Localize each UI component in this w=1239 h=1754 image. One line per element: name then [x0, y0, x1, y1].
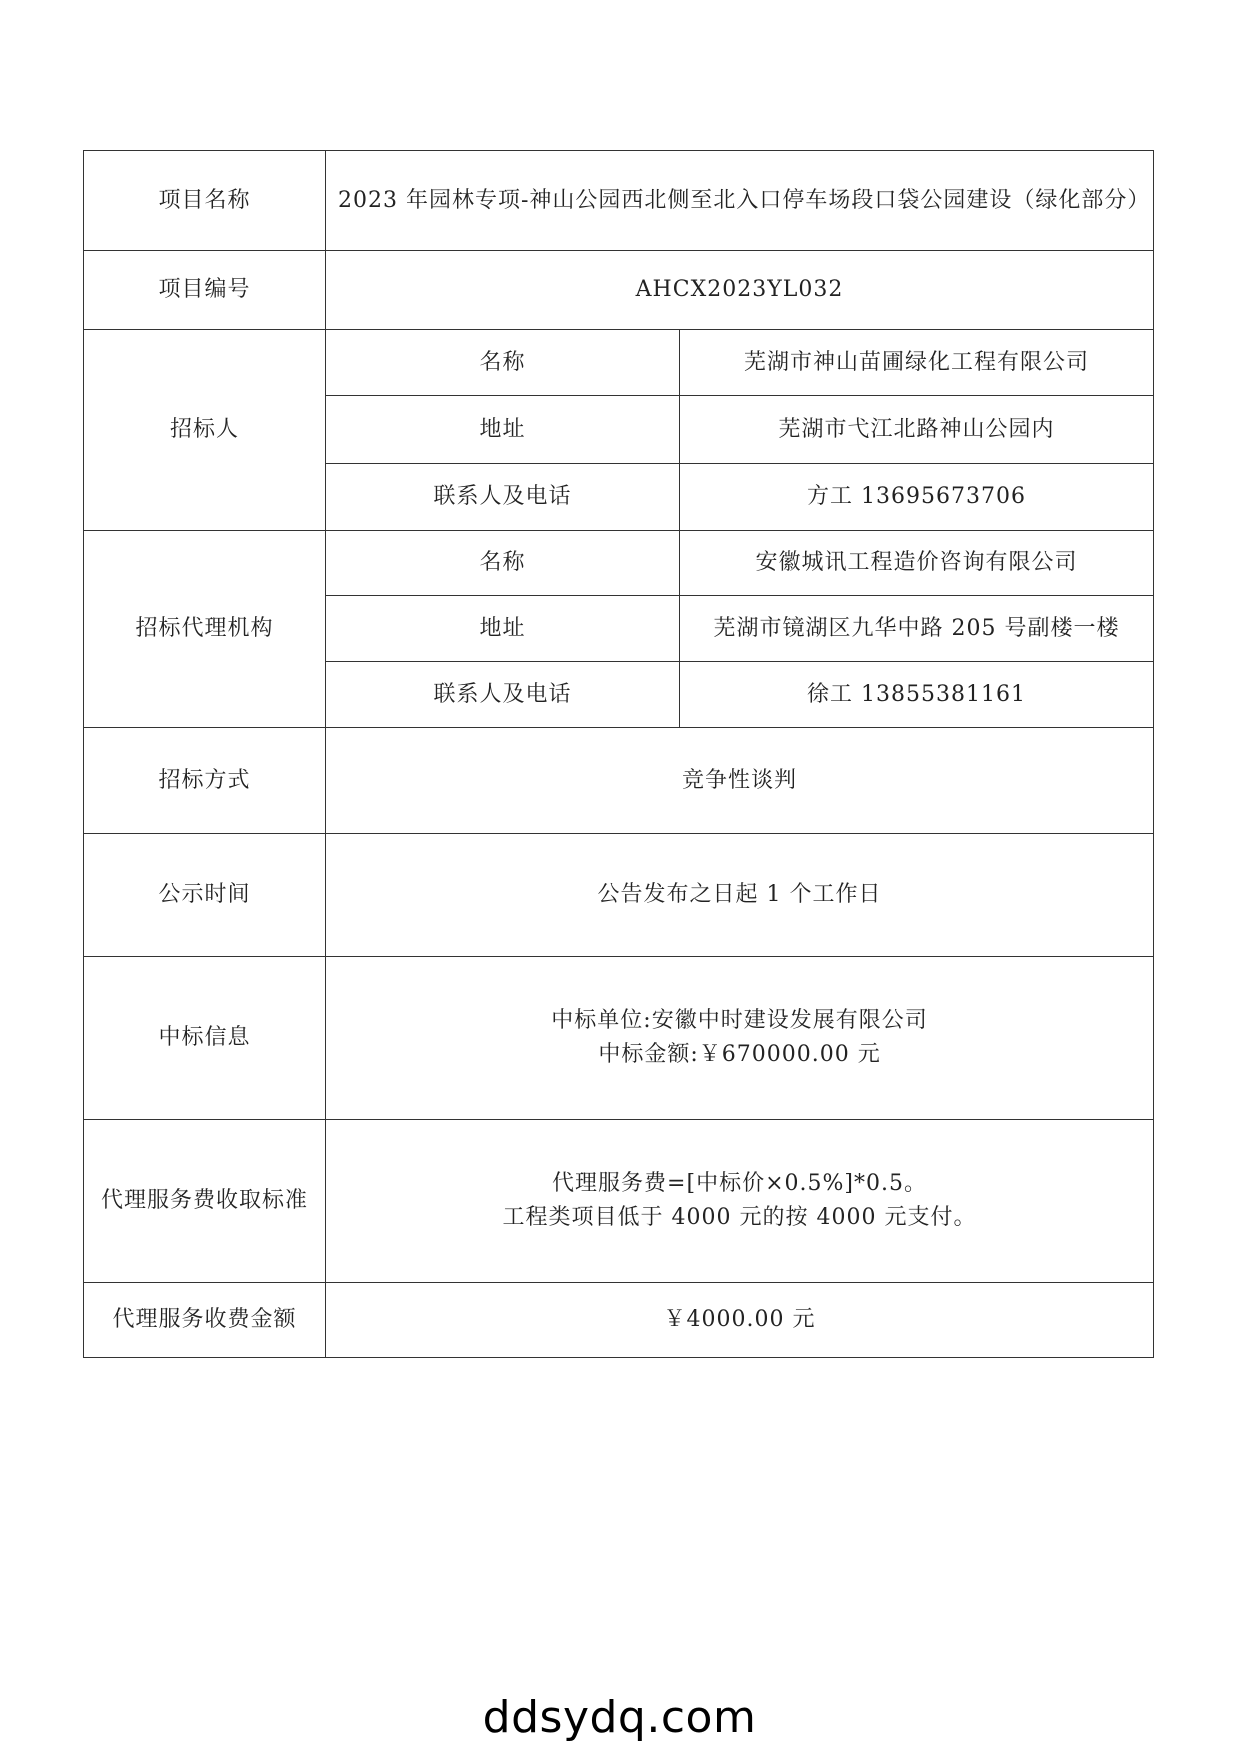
label-agency-name: 名称	[326, 531, 680, 596]
row-project-code	[84, 251, 1154, 330]
row-agency-name	[84, 531, 1154, 596]
label-tenderer: 招标人	[84, 330, 326, 531]
value-project-name: 2023 年园林专项-神山公园西北侧至北入口停车场段口袋公园建设（绿化部分）	[326, 151, 1154, 251]
value-agency-name: 安徽城讯工程造价咨询有限公司	[680, 531, 1154, 596]
label-award: 中标信息	[84, 957, 326, 1120]
watermark-text: ddsydq.com	[482, 1692, 757, 1743]
label-tenderer-name: 名称	[326, 330, 680, 396]
value-tenderer-contact: 方工 13695673706	[680, 464, 1154, 531]
label-tenderer-address: 地址	[326, 396, 680, 464]
label-agency-contact: 联系人及电话	[326, 662, 680, 728]
value-fee-standard: 代理服务费=[中标价×0.5%]*0.5。 工程类项目低于 4000 元的按 4000 元支付。	[326, 1120, 1154, 1283]
value-agency-contact: 徐工 13855381161	[680, 662, 1154, 728]
label-project-code: 项目编号	[84, 251, 326, 330]
value-method: 竞争性谈判	[326, 728, 1154, 834]
bid-result-table	[83, 150, 1154, 1358]
row-publicity	[84, 834, 1154, 957]
row-award	[84, 957, 1154, 1120]
row-fee-standard	[84, 1120, 1154, 1283]
label-tenderer-contact: 联系人及电话	[326, 464, 680, 531]
row-method	[84, 728, 1154, 834]
label-agency-address: 地址	[326, 596, 680, 662]
label-project-name: 项目名称	[84, 151, 326, 251]
value-fee-amount: ￥4000.00 元	[326, 1283, 1154, 1358]
label-publicity: 公示时间	[84, 834, 326, 957]
value-publicity: 公告发布之日起 1 个工作日	[326, 834, 1154, 957]
label-fee-standard: 代理服务费收取标准	[84, 1120, 326, 1283]
row-project-name	[84, 151, 1154, 251]
row-tenderer-name	[84, 330, 1154, 396]
label-fee-amount: 代理服务收费金额	[84, 1283, 326, 1358]
label-agency: 招标代理机构	[84, 531, 326, 728]
value-award: 中标单位:安徽中时建设发展有限公司 中标金额:￥670000.00 元	[326, 957, 1154, 1120]
row-fee-amount	[84, 1283, 1154, 1358]
value-project-code: AHCX2023YL032	[326, 251, 1154, 330]
value-agency-address: 芜湖市镜湖区九华中路 205 号副楼一楼	[680, 596, 1154, 662]
value-tenderer-address: 芜湖市弋江北路神山公园内	[680, 396, 1154, 464]
value-tenderer-name: 芜湖市神山苗圃绿化工程有限公司	[680, 330, 1154, 396]
label-method: 招标方式	[84, 728, 326, 834]
